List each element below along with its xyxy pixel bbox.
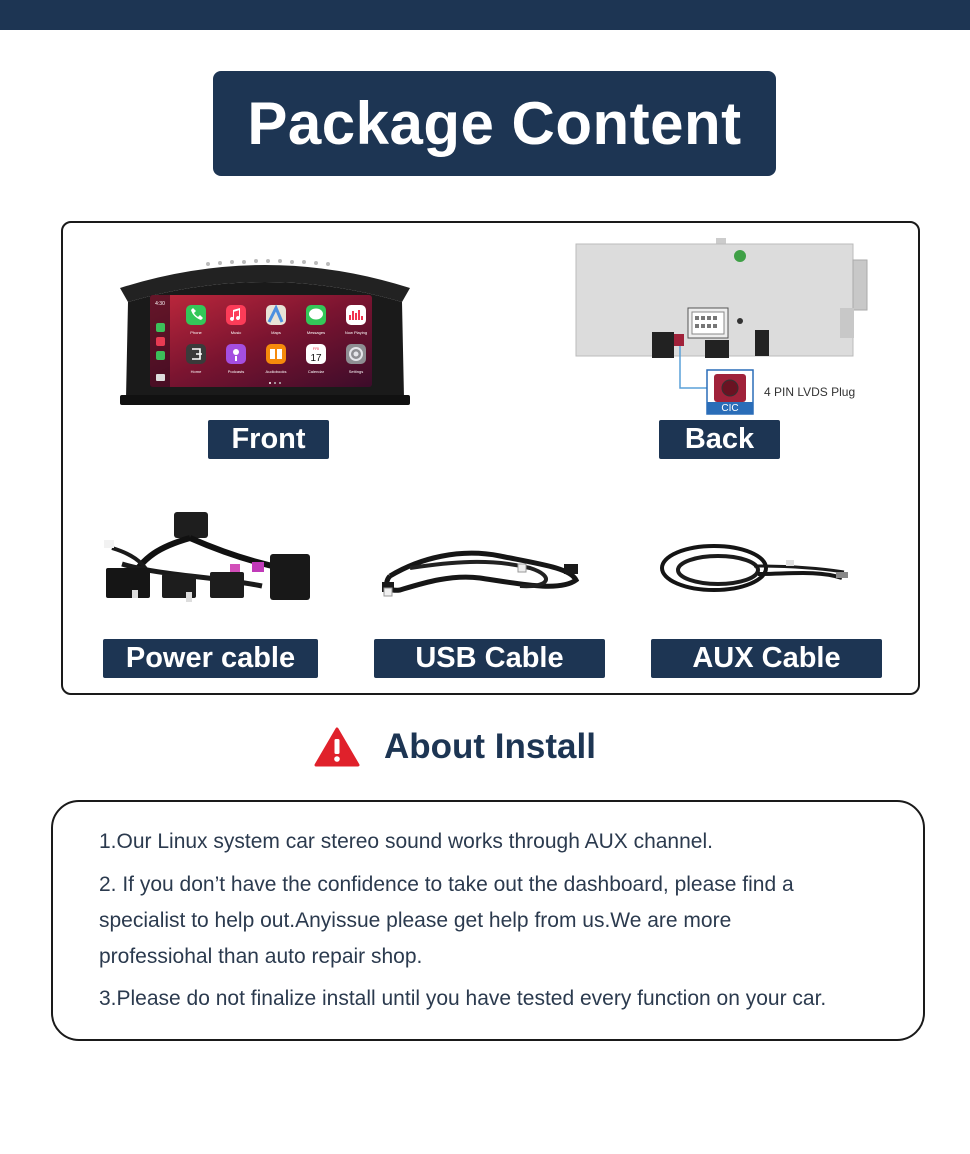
top-banner — [0, 0, 970, 30]
calendar-day: 17 — [310, 353, 322, 364]
calendar-weekday: FRI — [312, 346, 320, 351]
aux-cable-image — [658, 540, 850, 596]
back-unit-image — [570, 236, 870, 418]
install-note-2-cont: specialist to help out.Anyissue please get help from us.We are more — [99, 909, 732, 932]
about-install-title: About Install — [384, 727, 596, 766]
app-label-settings: Settings — [348, 369, 364, 374]
app-label-phone: Phone — [190, 330, 202, 335]
install-note-1: 1.Our Linux system car stereo sound works through AUX channel. — [99, 830, 713, 853]
front-label: Front — [208, 420, 329, 459]
page-title: Package Content — [247, 90, 742, 157]
app-label-now-playing: Now Playing — [344, 330, 368, 335]
install-note-3: 3.Please do not finalize install until you have tested every function on your car. — [99, 987, 827, 1010]
app-label-audiobooks: Audiobooks — [265, 369, 287, 374]
usb-cable-image — [380, 538, 586, 600]
screen-time: 4:30 — [155, 301, 165, 307]
page-title-box — [213, 71, 776, 176]
plug-label: 4 PIN LVDS Plug — [764, 385, 856, 399]
power-cable-image — [102, 506, 316, 610]
app-label-music: Music — [230, 330, 242, 335]
install-note-2: 2. If you don’t have the confidence to take out the dashboard, please find a — [99, 873, 794, 896]
app-label-podcasts: Podcasts — [227, 369, 245, 374]
warning-icon — [314, 727, 360, 767]
app-label-messages: Messages — [306, 330, 326, 335]
usb-cable-label: USB Cable — [374, 639, 605, 678]
app-label-maps: Maps — [271, 330, 281, 335]
back-label: Back — [659, 420, 780, 459]
install-note-2-cont2: professiohal than auto repair shop. — [99, 945, 423, 968]
aux-cable-label: AUX Cable — [651, 639, 882, 678]
connector-label: CIC — [721, 403, 739, 414]
power-cable-label: Power cable — [103, 639, 318, 678]
front-head-unit-image — [112, 250, 418, 410]
about-install-heading — [314, 724, 596, 770]
app-label-home: Home — [190, 369, 202, 374]
app-label-calendar: Calendar — [307, 369, 325, 374]
